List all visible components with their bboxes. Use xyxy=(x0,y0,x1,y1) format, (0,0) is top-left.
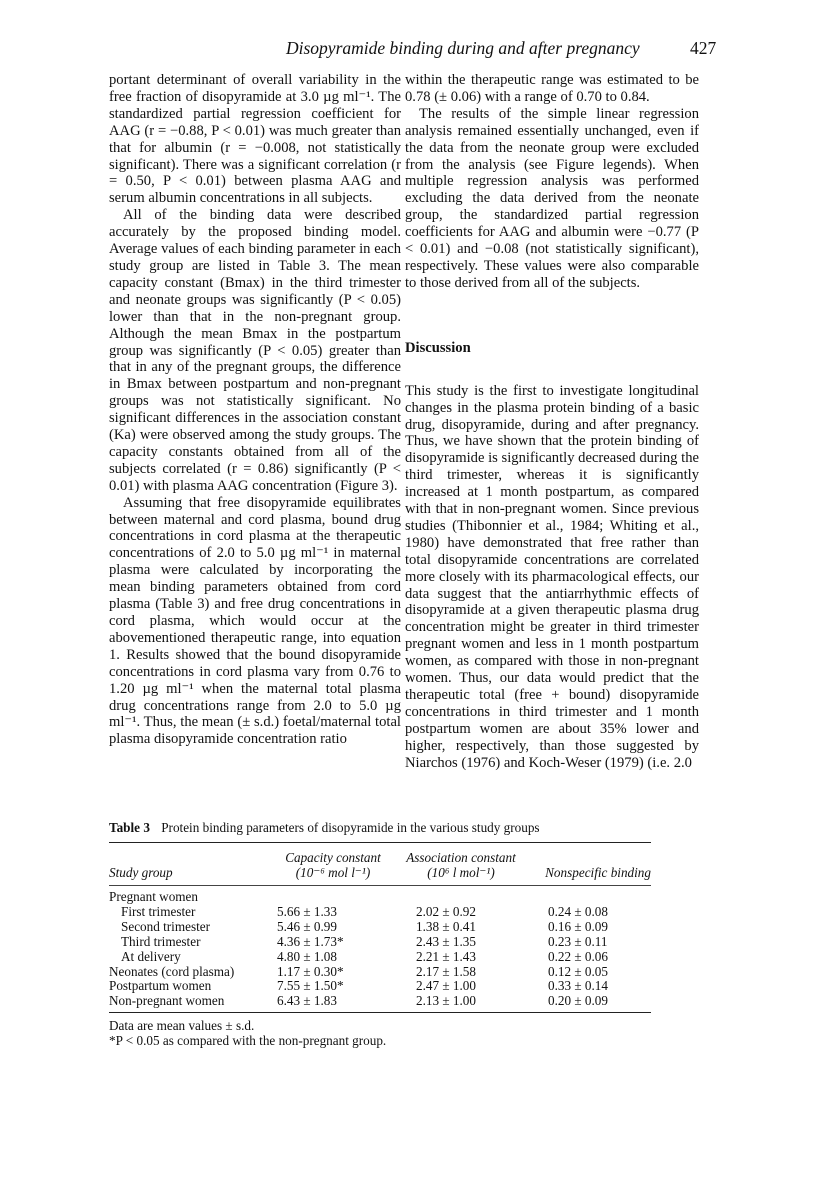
cell-study-group: Non-pregnant women xyxy=(109,993,225,1009)
table-row xyxy=(109,950,651,965)
column-header-capacity-line2: (10⁻⁶ mol l⁻¹) xyxy=(295,864,371,880)
paragraph: The results of the simple linear regression analysis remained essentially unchanged, even if the data from the neonate group were excluded from the analysis (see Figure legends). When multiple regression analysis was performed excluding the data derived from the neonate group, the standardized partial regression coefficients for AAG and albumin were −0.77 (P < 0.01) and −0.08 (not statistically significant), respectively. These values were also comparable to those derived from all of the subjects. xyxy=(405,105,699,291)
cell-study-group: Third trimester xyxy=(121,933,201,949)
cell-association-constant: 2.47 ± 1.00 xyxy=(416,978,476,994)
paragraph: portant determinant of overall variability in the free fraction of disopyramide at 3.0 µg ml⁻¹. The standardized partial regression coefficient for AAG (r = −0.88, P < 0.01) was much greater than that for albumin (r = −0.008, not statistically significant). There was a significant correlation (r = 0.50, P < 0.01) between plasma AAG and serum albumin concentrations in all subjects. xyxy=(109,72,401,207)
cell-study-group: Postpartum women xyxy=(109,978,212,994)
cell-study-group: Neonates (cord plasma) xyxy=(109,963,235,979)
cell-association-constant: 2.02 ± 0.92 xyxy=(416,903,476,919)
cell-study-group: Second trimester xyxy=(121,918,210,934)
cell-capacity-constant: 7.55 ± 1.50* xyxy=(277,978,344,994)
cell-nonspecific-binding xyxy=(525,886,651,905)
cell-association-constant xyxy=(397,886,525,905)
footnote: Data are mean values ± s.d. xyxy=(109,1018,255,1034)
table-row xyxy=(109,979,651,994)
cell-nonspecific-binding: 0.24 ± 0.08 xyxy=(548,903,608,919)
cell-nonspecific-binding: 0.22 ± 0.06 xyxy=(548,948,608,964)
running-title: Disopyramide binding during and after pregnancy xyxy=(286,38,640,58)
column-header-capacity xyxy=(269,843,397,885)
table-bottom-rule xyxy=(109,1012,651,1013)
footnote: *P < 0.05 as compared with the non-pregnant group. xyxy=(109,1033,387,1049)
cell-capacity-constant: 5.46 ± 0.99 xyxy=(277,918,337,934)
table-label: Table 3 xyxy=(109,820,150,835)
column-header-group: Study group xyxy=(109,864,173,880)
column-header-association-line1: Association constant xyxy=(406,850,516,865)
paragraph: This study is the first to investigate longitudinal changes in the plasma protein binding of a basic drug, disopyramide, during and after pregnancy. Thus, we have shown that the protein binding of disopyramide is significantly decreased during the third trimester, whereas it is significantly increased at 1 month postpartum, as compared with that in non-pregnant women. Since previous studies (Thibonnier et al., 1984; Whiting et al., 1980) have demonstrated that free rather than total disopyramide concentrations are correlated more closely with its pharmacological effects, our data suggest that the antiarrhythmic effects of disopyramide at a given therapeutic plasma drug concentration might be greater in third trimester pregnant women and less in 1 month postpartum women, as compared with those in non-pregnant women. Thus, our data would predict that the therapeutic total (free + bound) disopyramide concentrations in third trimester and 1 month postpartum women are about 35% lower and higher, respectively, than those suggested by Niarchos (1976) and Koch-Weser (1979) (i.e. 2.0 xyxy=(405,382,699,771)
cell-capacity-constant: 1.17 ± 0.30* xyxy=(277,963,344,979)
cell-association-constant: 2.21 ± 1.43 xyxy=(416,948,476,964)
cell-capacity-constant: 4.80 ± 1.08 xyxy=(277,948,337,964)
cell-nonspecific-binding: 0.16 ± 0.09 xyxy=(548,918,608,934)
cell-study-group: First trimester xyxy=(121,903,196,919)
section-heading-discussion: Discussion xyxy=(405,339,471,356)
left-column xyxy=(109,72,401,748)
cell-association-constant: 2.13 ± 1.00 xyxy=(416,993,476,1009)
cell-nonspecific-binding: 0.12 ± 0.05 xyxy=(548,963,608,979)
cell-nonspecific-binding: 0.20 ± 0.09 xyxy=(548,993,608,1009)
cell-capacity-constant xyxy=(269,886,397,905)
cell-association-constant: 2.43 ± 1.35 xyxy=(416,933,476,949)
table-body xyxy=(109,886,651,1012)
table-row xyxy=(109,965,651,980)
cell-nonspecific-binding: 0.33 ± 0.14 xyxy=(548,978,608,994)
column-header-nonspecific: Nonspecific binding xyxy=(545,864,651,880)
page-number: 427 xyxy=(690,38,717,58)
cell-capacity-constant: 4.36 ± 1.73* xyxy=(277,933,344,949)
cell-association-constant: 2.17 ± 1.58 xyxy=(416,963,476,979)
column-header-association xyxy=(397,843,525,885)
right-column xyxy=(405,72,699,772)
table-row xyxy=(109,935,651,950)
cell-capacity-constant: 6.43 ± 1.83 xyxy=(277,993,337,1009)
paragraph: Assuming that free disopyramide equilibrates between maternal and cord plasma, bound drug concentrations in cord plasma at the therapeutic concentrations of 2.0 to 5.0 µg ml⁻¹ in maternal plasma were calculated by incorporating the mean binding parameters obtained from cord plasma (Table 3) and free drug concentrations in cord plasma, which would occur at the abovementioned therapeutic range, into equation 1. Results showed that the bound disopyramide concentrations in cord plasma vary from 0.76 to 1.20 µg ml⁻¹ when the maternal total plasma drug concentrations range from 2.0 to 5.0 µg ml⁻¹. Thus, the mean (± s.d.) foetal/maternal total plasma disopyramide concentration ratio xyxy=(109,494,401,748)
table-row xyxy=(109,886,651,905)
table-caption xyxy=(109,820,651,836)
table-header-row xyxy=(109,843,651,885)
cell-study-group: Pregnant women xyxy=(109,889,198,904)
paragraph: within the therapeutic range was estimated to be 0.78 (± 0.06) with a range of 0.70 to 0.84. xyxy=(405,72,699,105)
table-3 xyxy=(109,820,651,1049)
table-row xyxy=(109,905,651,920)
data-table xyxy=(109,843,651,1012)
column-header-association-line2: (10⁶ l mol⁻¹) xyxy=(427,864,495,880)
table-footnotes xyxy=(109,1019,651,1049)
cell-nonspecific-binding: 0.23 ± 0.11 xyxy=(548,933,608,949)
table-row xyxy=(109,994,651,1012)
cell-capacity-constant: 5.66 ± 1.33 xyxy=(277,903,337,919)
cell-study-group: At delivery xyxy=(121,948,181,964)
table-caption-text: Protein binding parameters of disopyramide in the various study groups xyxy=(161,820,540,835)
column-header-capacity-line1: Capacity constant xyxy=(285,850,381,865)
cell-association-constant: 1.38 ± 0.41 xyxy=(416,918,476,934)
table-row xyxy=(109,920,651,935)
paragraph: All of the binding data were described accurately by the proposed binding model. Average values of each binding parameter in each study group are listed in Table 3. The mean capacity constant (Bmax) in the third trimester and neonate groups was significantly (P < 0.05) lower than that in the non-pregnant group. Although the mean Bmax in the postpartum group was significantly (P < 0.05) greater than that in any of the pregnant groups, the difference in Bmax between postpartum and non-pregnant groups was not statistically significant. No significant differences in the association constant (Ka) were observed among the study groups. The capacity constants obtained from all of the subjects correlated (r = 0.86) significantly (P < 0.01) with plasma AAG concentration (Figure 3). xyxy=(109,207,401,494)
